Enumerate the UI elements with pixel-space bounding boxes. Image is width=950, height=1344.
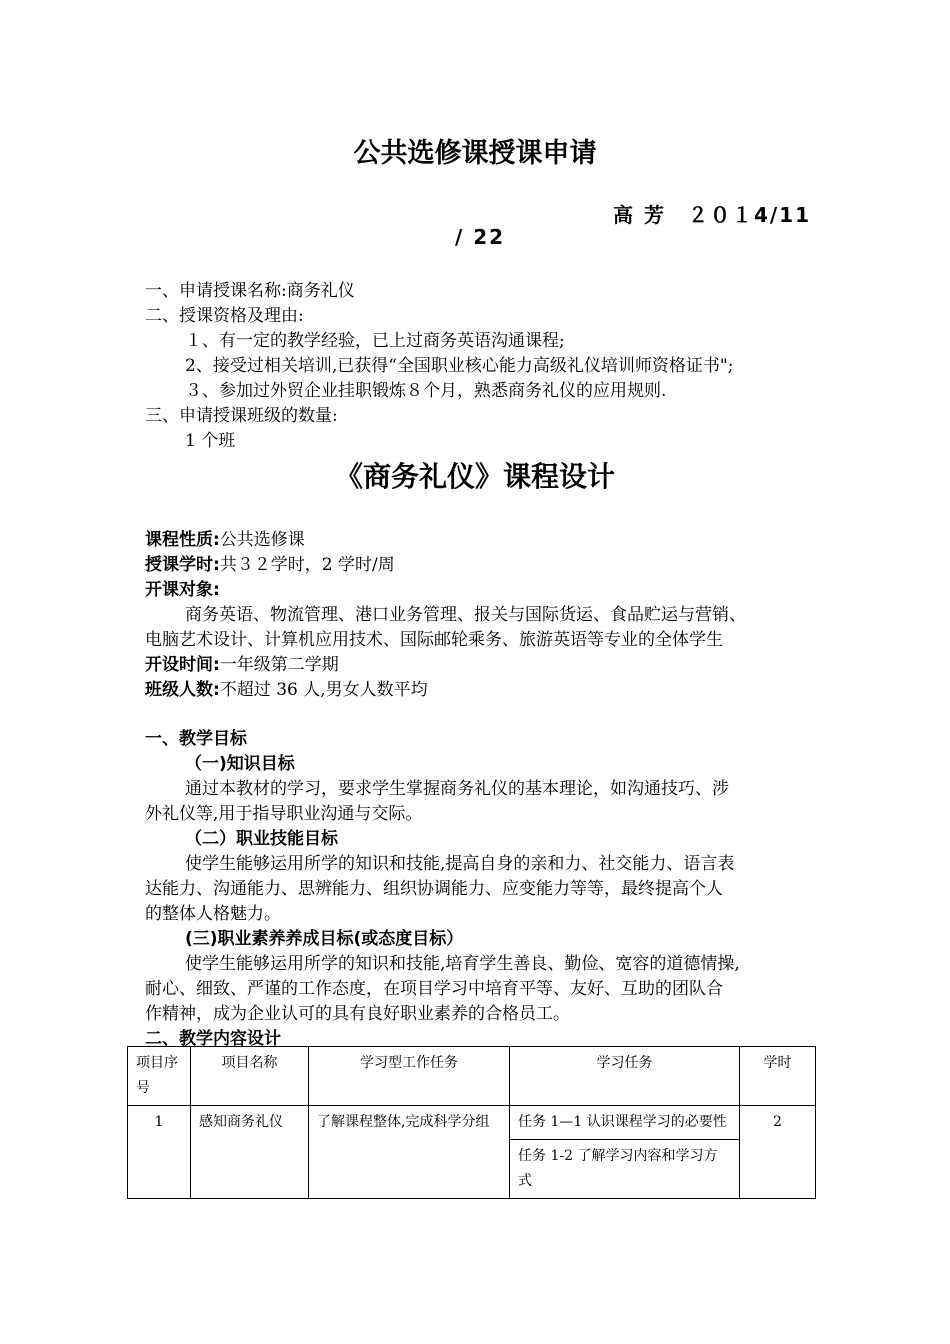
knowledge-objective-text-2: 外礼仪等,用于指导职业沟通与交际。 xyxy=(145,804,423,824)
class-size-label: 班级人数: xyxy=(145,680,220,700)
application-title: 公共选修课授课申请 xyxy=(353,138,597,169)
knowledge-objective-text-1: 通过本教材的学习，要求学生掌握商务礼仪的基本理论，如沟通技巧、涉 xyxy=(185,779,729,799)
table-row xyxy=(128,1106,816,1140)
skill-objective-heading: （二）职业技能目标 xyxy=(185,829,338,849)
author-date-line-2: / 22 xyxy=(455,225,506,249)
course-target-text-1: 商务英语、物流管理、港口业务管理、报关与国际货运、食品贮运与营销、 xyxy=(185,605,746,625)
course-time-line xyxy=(145,650,339,675)
quality-objective-text-2: 耐心、细致、严谨的工作态度，在项目学习中培育平等、友好、互助的团队合 xyxy=(145,979,723,999)
header-learning-task: 学习任务 xyxy=(510,1047,740,1106)
course-nature-value: 公共选修课 xyxy=(219,530,305,550)
application-item-1: 一、申请授课名称:商务礼仪 xyxy=(145,281,355,301)
course-hours-value: 共３２学时，2 学时/周 xyxy=(219,555,395,575)
header-work-task: 学习型工作任务 xyxy=(309,1047,510,1106)
skill-objective-text-1: 使学生能够运用所学的知识和技能,提高自身的亲和力、社交能力、语言表 xyxy=(185,854,735,874)
application-class-count: 1 个班 xyxy=(185,431,236,451)
application-item-2: 二、授课资格及理由: xyxy=(145,306,304,326)
skill-objective-text-2: 达能力、沟通能力、思辨能力、组织协调能力、应变能力等等，最终提高个人 xyxy=(145,879,723,899)
course-time-value: 一年级第二学期 xyxy=(219,655,339,675)
class-size-value: 不超过 36 人,男女人数平均 xyxy=(219,680,428,700)
course-target-text-2: 电脑艺术设计、计算机应用技术、国际邮轮乘务、旅游英语等专业的全体学生 xyxy=(145,630,723,650)
quality-objective-text-1: 使学生能够运用所学的知识和技能,培育学生善良、勤俭、宽容的道德情操, xyxy=(185,954,740,974)
cell-hours: 2 xyxy=(740,1106,816,1199)
course-hours-label: 授课学时: xyxy=(145,555,220,575)
header-hours: 学时 xyxy=(740,1047,816,1106)
application-item-3: 三、申请授课班级的数量: xyxy=(145,406,338,426)
course-target-label: 开课对象: xyxy=(145,580,220,600)
course-time-label: 开设时间: xyxy=(145,655,220,675)
author-date-line: 高 芳 ２０１4/11 xyxy=(613,203,812,227)
cell-learning-task-1: 任务 1—1 认识课程学习的必要性 xyxy=(510,1106,740,1140)
course-nature-label: 课程性质: xyxy=(145,530,220,550)
cell-project-no: 1 xyxy=(128,1106,191,1199)
cell-work-task: 了解课程整体,完成科学分组 xyxy=(309,1106,510,1199)
content-design-table xyxy=(127,1046,816,1199)
course-hours-line xyxy=(145,550,395,575)
knowledge-objective-heading: （一)知识目标 xyxy=(185,754,295,774)
application-reason-3: ３、参加过外贸企业挂职锻炼８个月，熟悉商务礼仪的应用规则. xyxy=(185,381,667,401)
application-reason-2: 2、接受过相关培训,已获得“全国职业核心能力高级礼仪培训师资格证书"; xyxy=(185,356,734,376)
header-project-name: 项目名称 xyxy=(191,1047,309,1106)
table-header-row xyxy=(128,1047,816,1106)
application-reason-1: １、有一定的教学经验，已上过商务英语沟通课程; xyxy=(185,331,565,351)
design-title: 《商务礼仪》课程设计 xyxy=(334,460,615,493)
skill-objective-text-3: 的整体人格魅力。 xyxy=(145,904,281,924)
course-nature-line xyxy=(145,525,305,550)
cell-project-name: 感知商务礼仪 xyxy=(191,1106,309,1199)
header-project-no: 项目序号 xyxy=(128,1047,191,1106)
content-design-heading: 二、教学内容设计 xyxy=(145,1029,281,1049)
class-size-line xyxy=(145,675,428,700)
quality-objective-heading: (三)职业素养养成目标(或态度目标） xyxy=(185,929,464,949)
objectives-heading: 一、教学目标 xyxy=(145,729,247,749)
quality-objective-text-3: 作精神，成为企业认可的具有良好职业素养的合格员工。 xyxy=(145,1004,570,1024)
cell-learning-task-2: 任务 1-2 了解学习内容和学习方式 xyxy=(510,1140,740,1199)
